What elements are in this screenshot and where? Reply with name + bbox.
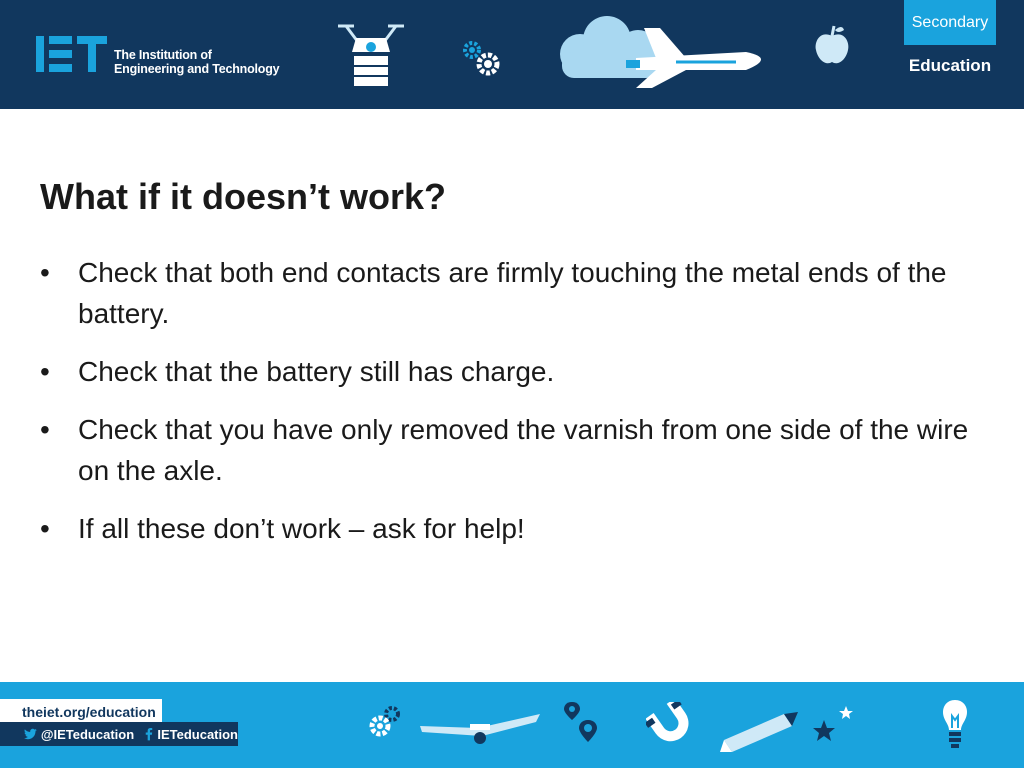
bullet-text: If all these don’t work – ask for help! — [78, 513, 525, 544]
twitter-handle[interactable]: @IETeducation — [40, 726, 135, 742]
bullet-item — [38, 252, 988, 334]
gears-icon — [368, 704, 404, 740]
apple-icon — [812, 24, 852, 66]
bullet-item — [38, 409, 988, 491]
facebook-icon — [144, 727, 153, 741]
bullet-text: Check that you have only removed the varnish from one side of the wire on the axle. — [78, 414, 969, 486]
pencil-icon — [718, 710, 800, 754]
location-pin-icon — [562, 702, 598, 752]
institution-line-2: Engineering and Technology — [114, 62, 280, 76]
stars-icon — [812, 704, 856, 744]
light-bulb-icon — [940, 698, 970, 752]
bullet-text: Check that both end contacts are firmly touching the metal ends of the battery. — [78, 257, 947, 329]
airplane-icon — [418, 708, 542, 748]
bullet-marker: • — [40, 414, 50, 445]
bullet-item — [38, 508, 988, 549]
magnet-icon — [646, 702, 692, 748]
gears-icon — [462, 40, 502, 76]
bullet-marker: • — [40, 257, 50, 288]
bullet-text: Check that the battery still has charge. — [78, 356, 555, 387]
space-shuttle-icon — [616, 24, 786, 90]
bullet-item — [38, 351, 988, 392]
iet-logo — [36, 36, 108, 72]
institution-line-1: The Institution of — [114, 48, 212, 62]
bullet-marker: • — [40, 356, 50, 387]
footer-banner — [0, 682, 1024, 768]
bullet-list — [38, 252, 988, 566]
education-label: Education — [908, 56, 992, 75]
drone-icon — [334, 20, 408, 88]
bullet-marker: • — [40, 513, 50, 544]
social-links — [0, 722, 238, 746]
institution-name — [114, 48, 279, 76]
slide-title: What if it doesn’t work? — [40, 176, 446, 217]
website-link[interactable]: theiet.org/education — [0, 699, 162, 725]
facebook-handle[interactable]: IETeducation — [157, 726, 238, 742]
secondary-badge: Secondary — [904, 0, 996, 45]
header-banner — [0, 0, 1024, 109]
twitter-icon — [24, 728, 37, 740]
